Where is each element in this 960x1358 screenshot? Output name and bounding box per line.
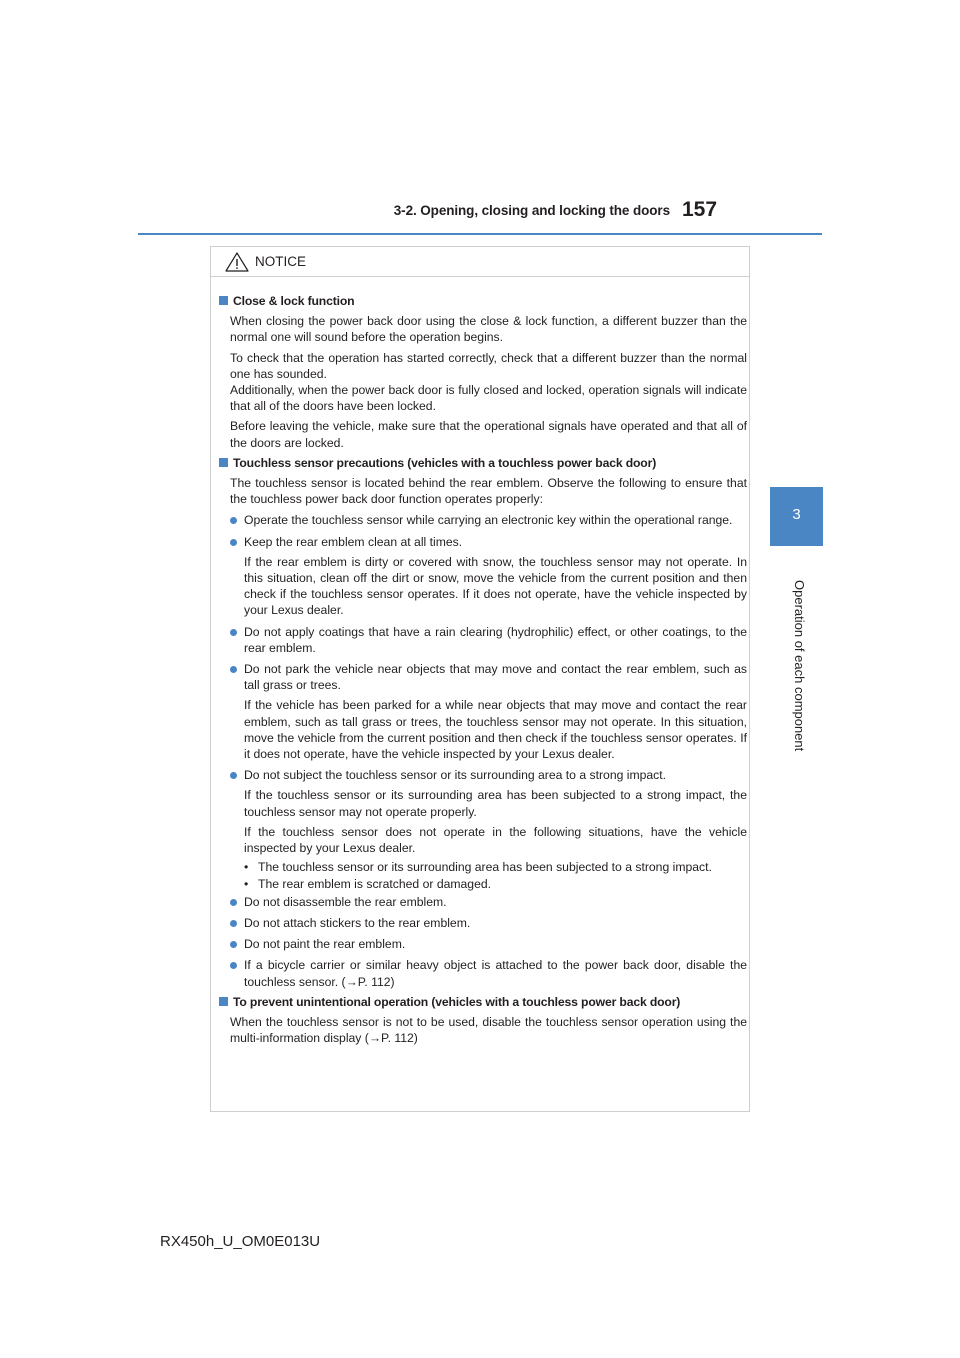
section-heading: Touchless sensor precautions (vehicles with a touchless power back door) [219,455,747,471]
chapter-tab [770,487,823,546]
paragraph: To check that the operation has started correctly, check that a different buzzer than the normal one has sounded. [230,350,747,381]
notice-header [211,247,749,277]
warning-triangle-icon [225,252,249,272]
section-heading: To prevent unintentional operation (vehicles with a touchless power back door) [219,994,747,1010]
round-bullet-icon [230,920,237,927]
list-item: Do not apply coatings that have a rain clearing (hydrophilic) effect, or other coatings, to the rear emblem. [230,624,747,656]
list-item: Do not paint the rear emblem. [230,936,747,952]
detail-text: If the touchless sensor does not operate in the following situations, have the vehicle inspected by your Lexus dealer. [244,824,747,856]
round-bullet-icon [230,539,237,546]
square-bullet-icon [219,458,228,467]
round-bullet-icon [230,962,237,969]
chapter-number: 3 [792,506,801,523]
list-item: Do not disassemble the rear emblem. [230,894,747,910]
section-prevent-unintentional [219,994,747,1047]
paragraph: When closing the power back door using the close & lock function, a different buzzer than the normal one will sound before the operation begins. [230,314,747,345]
detail-text: If the vehicle has been parked for a while near objects that may move and contact the rear emblem, such as tall grass or trees, the touchless sensor may not operate. In this situation, move the vehicle from the current position and then check if the touchless sensor operates. If it does not operate, have the vehicle inspected by your Lexus dealer. [244,698,747,762]
section-close-lock [219,293,747,451]
list-item: If a bicycle carrier or similar heavy object is attached to the power back door, disable the touchless sensor. (→P. 112) [230,957,747,989]
header-section-title: 3-2. Opening, closing and locking the doors [393,203,670,218]
paragraph: The touchless sensor is located behind the rear emblem. Observe the following to ensure that the touchless power back door function operates properly: [230,476,747,507]
round-bullet-icon [230,899,237,906]
list-item: Do not park the vehicle near objects that may move and contact the rear emblem, such as tall grass or trees. If the vehicle has been parked for a while near objects that may move and contact the rear emblem, such as tall grass or trees, the touchless sensor may not operate. In this situation, move the vehicle from the current position and then check if the touchless sensor operates. If it does not operate, have the vehicle inspected by your Lexus dealer. [230,661,747,762]
list-item: Operate the touchless sensor while carrying an electronic key within the operational range. [230,512,747,528]
paragraph: Additionally, when the power back door is fully closed and locked, operation signals will indicate that all of the doors have been locked. [230,383,747,414]
footer-model-code: RX450h_U_OM0E013U [160,1233,321,1250]
section-touchless-precautions [219,455,747,990]
round-bullet-icon [230,517,237,524]
notice-content [219,293,747,1050]
square-bullet-icon [219,997,228,1006]
header-rule [138,233,822,235]
list-item: Do not attach stickers to the rear emblem. [230,915,747,931]
paragraph: When the touchless sensor is not to be used, disable the touchless sensor operation using the multi-information display (→P. 112) [230,1014,747,1046]
section-heading: Close & lock function [219,293,747,309]
list-item: Do not subject the touchless sensor or its surrounding area to a strong impact. If the touchless sensor or its surrounding area has been subjected to a strong impact, the touchless sensor may not operate properly. If the touchless sensor does not operate in the following situations, have the vehicle inspected by your Lexus dealer. • The touchless sensor or its surrounding area has been subjected to a strong impact. • The rear emblem is scratched or damaged. [230,767,747,891]
round-bullet-icon [230,629,237,636]
round-bullet-icon [230,941,237,948]
square-bullet-icon [219,296,228,305]
detail-text: If the touchless sensor or its surrounding area has been subjected to a strong impact, the touchless sensor may not operate properly. [244,788,747,819]
notice-box [210,246,750,1112]
round-bullet-icon [230,772,237,779]
detail-text: If the rear emblem is dirty or covered with snow, the touchless sensor may not operate. In this situation, clean off the dirt or snow, move the vehicle from the current position and then check if the touchless sensor operates. If it does not operate, have the vehicle inspected by your Lexus dealer. [244,554,747,618]
notice-label: NOTICE [255,254,307,269]
chapter-side-label [787,580,811,750]
list-item: Keep the rear emblem clean at all times. If the rear emblem is dirty or covered with snow, the touchless sensor may not operate. In this situation, clean off the dirt or snow, move the vehicle from the current position and then check if the touchless sensor operates. If it does not operate, have the vehicle inspected by your Lexus dealer. [230,534,747,619]
chapter-title: Operation of each component [792,580,807,752]
sub-list-item: • The touchless sensor or its surrounding area has been subjected to a strong impact. [244,860,712,875]
paragraph: Before leaving the vehicle, make sure that the operational signals have operated and that all of the doors are locked. [230,419,747,450]
sub-list-item: • The rear emblem is scratched or damaged. [244,876,492,891]
round-bullet-icon [230,666,237,673]
page-number: 157 [682,198,718,221]
